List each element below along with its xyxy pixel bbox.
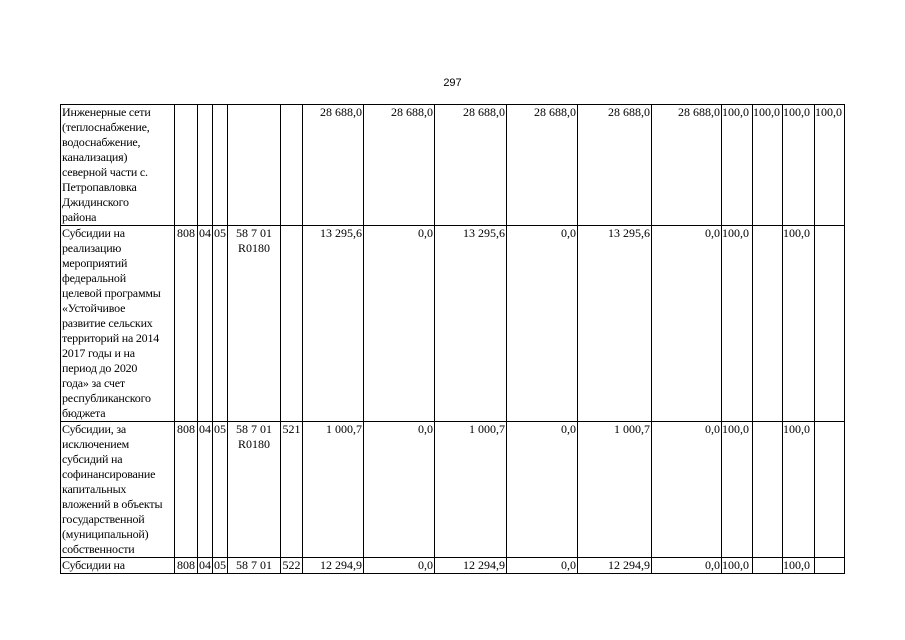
amount-cell: 13 295,6 [303,226,364,422]
percent-cell [753,422,783,558]
percent-cell: 100,0 [722,558,753,574]
amount-cell: 0,0 [364,558,435,574]
percent-cell: 100,0 [815,105,845,226]
row-name-line: Инженерные сети [62,105,151,119]
row-name-line: собственности [62,542,135,556]
section-cell [198,105,213,226]
row-name-line: 2017 годы и на [62,346,135,360]
amount-cell: 28 688,0 [364,105,435,226]
percent-cell [753,558,783,574]
row-name-line: целевой программы [62,286,161,300]
amount-cell: 28 688,0 [578,105,652,226]
expense-type-cell: 521 [281,422,303,558]
row-name-line: государственной [62,512,145,526]
subsection-cell [213,105,228,226]
percent-cell [815,422,845,558]
percent-cell: 100,0 [722,422,753,558]
row-name-line: Субсидии на [62,558,125,572]
target-article-suffix: R0180 [237,241,270,255]
percent-cell [753,226,783,422]
row-name-line: субсидий на [62,452,123,466]
row-name-cell [61,558,175,574]
amount-cell: 28 688,0 [652,105,722,226]
amount-cell: 28 688,0 [435,105,507,226]
target-article-cell [228,105,281,226]
expense-type-cell [281,226,303,422]
amount-cell: 0,0 [507,226,578,422]
amount-cell: 0,0 [652,226,722,422]
percent-cell: 100,0 [753,105,783,226]
table-row [61,558,845,574]
percent-cell: 100,0 [783,105,815,226]
row-name-cell [61,422,175,558]
row-name-line: развитие сельских [62,316,153,330]
row-name-line: водоснабжение, [62,135,141,149]
row-name-line: федеральной [62,271,126,285]
amount-cell: 0,0 [507,422,578,558]
subsection-cell: 05 [213,226,228,422]
row-name-line: Джидинского [62,195,129,209]
row-name-cell [61,105,175,226]
row-name-line: бюджета [62,406,106,420]
row-name-line: Субсидии на [62,226,125,240]
row-name-line: софинансирование [62,467,156,481]
amount-cell: 13 295,6 [578,226,652,422]
percent-cell: 100,0 [722,226,753,422]
amount-cell: 12 294,9 [578,558,652,574]
row-name-line: вложений в объекты [62,497,163,511]
expense-type-cell: 522 [282,558,301,572]
amount-cell: 0,0 [364,226,435,422]
amount-cell: 0,0 [652,422,722,558]
subsection-cell: 05 [214,558,226,572]
amount-cell: 0,0 [507,558,578,574]
percent-cell: 100,0 [783,558,815,574]
section-cell: 04 [199,558,211,572]
percent-cell: 100,0 [722,105,753,226]
target-article-code: 58 7 01 [236,422,272,436]
percent-cell [815,558,845,574]
row-name-line: территорий на 2014 [62,331,160,345]
amount-cell: 12 294,9 [435,558,507,574]
target-article-code: 58 7 01 [236,226,272,240]
row-name-line: «Устойчивое [62,301,126,315]
amount-cell: 28 688,0 [303,105,364,226]
target-article-code: 58 7 01 [236,558,272,572]
table-row [61,105,845,226]
grbs-cell: 808 [175,226,198,422]
row-name-cell [61,226,175,422]
row-name-line: мероприятий [62,256,128,270]
target-article-cell [228,558,281,574]
amount-cell: 0,0 [364,422,435,558]
row-name-line: исключением [62,437,129,451]
amount-cell: 28 688,0 [507,105,578,226]
row-name-line: года» за счет [62,376,125,390]
row-name-line: реализацию [62,241,122,255]
grbs-cell: 808 [175,558,198,574]
table-row [61,226,845,422]
row-name-line: (теплоснабжение, [62,120,150,134]
row-name-line: Петропавловка [62,180,137,194]
percent-cell [815,226,845,422]
expense-type-cell [281,105,303,226]
row-name-line: период до 2020 [62,361,138,375]
percent-cell: 100,0 [783,422,815,558]
table-row [61,422,845,558]
row-name-line: (муниципальной) [62,527,149,541]
grbs-cell: 808 [175,422,198,558]
row-name-line: канализация) [62,150,128,164]
amount-cell: 12 294,9 [303,558,364,574]
section-cell: 04 [198,226,213,422]
amount-cell: 1 000,7 [303,422,364,558]
row-name-line: республиканского [62,391,151,405]
budget-table [60,104,845,574]
amount-cell: 13 295,6 [435,226,507,422]
page-number: 297 [443,77,462,89]
percent-cell: 100,0 [783,226,815,422]
target-article-cell [228,422,281,558]
target-article-cell [228,226,281,422]
row-name-line: капитальных [62,482,127,496]
target-article-suffix: R0180 [237,437,270,451]
amount-cell: 1 000,7 [578,422,652,558]
row-name-line: северной части с. [62,165,148,179]
amount-cell: 0,0 [652,558,722,574]
grbs-cell [175,105,198,226]
amount-cell: 1 000,7 [435,422,507,558]
subsection-cell: 05 [213,422,228,558]
section-cell: 04 [198,422,213,558]
row-name-line: района [62,210,97,224]
row-name-line: Субсидии, за [62,422,127,436]
